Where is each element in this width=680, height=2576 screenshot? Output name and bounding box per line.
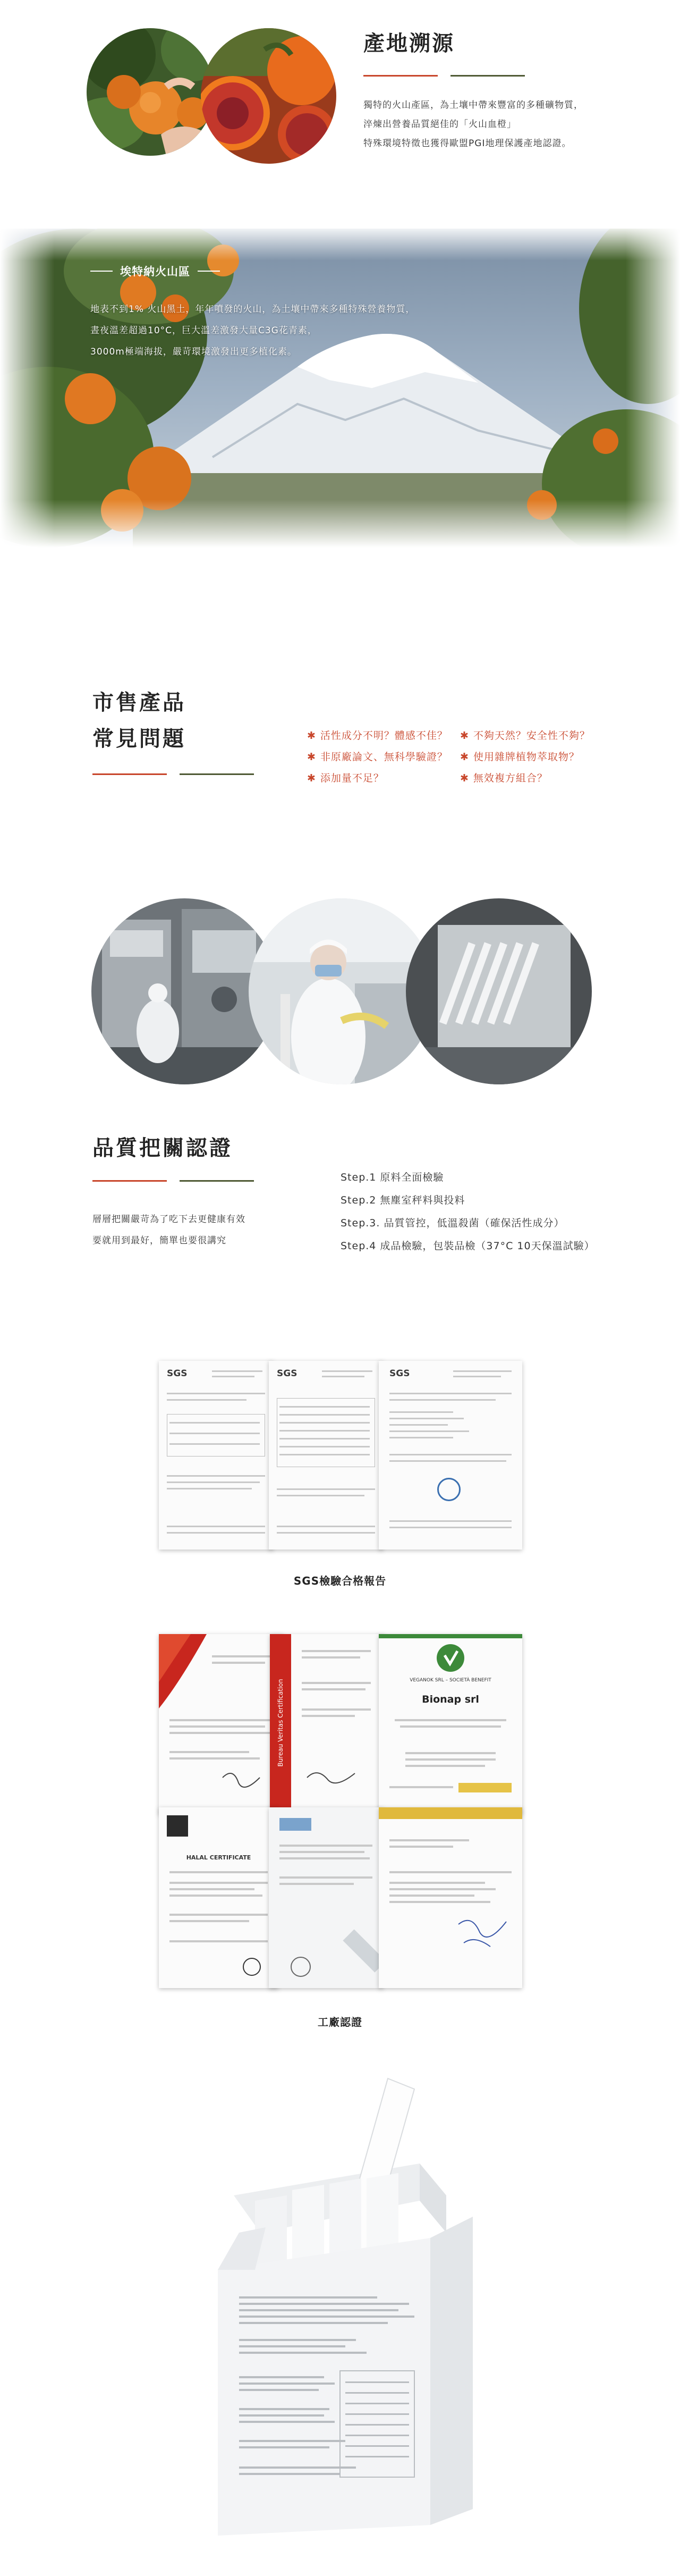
sgs-report-2: [269, 1361, 383, 1550]
star-icon: ✱: [307, 730, 316, 742]
star-icon: ✱: [307, 772, 316, 784]
quality-step-4: Step.4 成品檢驗，包裝品檢（37°C 10天保溫試驗）: [341, 1240, 595, 1252]
origin-title-underline-red: [363, 75, 438, 77]
factory-caption: 工廠認證: [318, 2016, 362, 2028]
star-icon: ✱: [460, 730, 469, 742]
etna-line-3: 3000m極端海拔，嚴苛環境激發出更多植化素。: [90, 347, 297, 357]
faq-item: [307, 725, 448, 746]
certificate-signature: [379, 1807, 522, 1988]
sgs-seal-icon: [437, 1478, 461, 1501]
faq-item: [460, 725, 590, 746]
etna-title-line-right: [198, 271, 220, 272]
faq-column-1: [307, 725, 448, 789]
packaging-line-photo: [406, 898, 592, 1084]
faq-item: [307, 746, 448, 768]
etna-title-row: [90, 263, 220, 279]
certificate-seal-text: Bureau Veritas Certification: [277, 1679, 284, 1767]
origin-title: 產地溯源: [363, 31, 455, 56]
bionap-name: Bionap srl: [422, 1694, 479, 1705]
quality-step-2: Step.2 無塵室秤料與投料: [341, 1194, 465, 1206]
quality-description: [92, 1209, 305, 1251]
etna-title-line-left: [90, 271, 113, 272]
blood-orange-photo: [201, 28, 336, 164]
quality-desc-line-2: 要就用到最好，簡單也要很講究: [92, 1235, 226, 1246]
certificate-bureau-veritas: [270, 1634, 384, 1815]
product-box: [197, 2057, 494, 2546]
faq-item-text: 不夠天然？安全性不夠？: [473, 730, 590, 742]
faq-underline-red: [92, 773, 167, 775]
quality-steps: [341, 1166, 595, 1258]
certificate-red: [159, 1634, 284, 1815]
faq-item: [460, 768, 590, 789]
faq-item-text: 無效複方組合？: [473, 772, 548, 784]
quality-step-3: Step.3. 品質管控，低溫殺菌（確保活性成分）: [341, 1217, 565, 1229]
sgs-logo: SGS: [167, 1368, 188, 1379]
faq-column-2: [460, 725, 590, 789]
origin-title-underline-green: [450, 75, 525, 77]
quality-underline-red: [92, 1180, 167, 1182]
faq-title: [92, 685, 186, 757]
faq-item: [460, 746, 590, 768]
certificate-veganok: [379, 1634, 522, 1815]
star-icon: ✱: [460, 751, 469, 763]
origin-description: [363, 96, 661, 153]
certificate-halal: [159, 1807, 278, 1988]
veganok-name: VEGANOK SRL – SOCIETÀ BENEFIT: [410, 1678, 491, 1683]
faq-item: [307, 768, 448, 789]
quality-desc-line-1: 層層把關嚴苛為了吃下去更健康有效: [92, 1214, 245, 1225]
sgs-logo: SGS: [277, 1368, 298, 1379]
faq-title-line-2: 常見問題: [92, 727, 186, 751]
etna-line-2: 晝夜溫差超過10°C，巨大溫差激發大量C3G花青素，: [90, 325, 317, 336]
star-icon: ✱: [307, 751, 316, 763]
sgs-report-1: [159, 1361, 273, 1550]
faq-item-text: 使用雜牌植物萃取物？: [473, 751, 580, 763]
faq-item-text: 活性成分不明？體感不佳？: [320, 730, 448, 742]
orange-picking-photo: [87, 28, 214, 156]
sgs-report-3: [379, 1361, 522, 1550]
quality-underline-green: [180, 1180, 254, 1182]
origin-line-3: 特殊環境特徵也獲得歐盟PGI地理保護產地認證。: [363, 138, 572, 149]
sgs-logo: SGS: [389, 1368, 410, 1379]
star-icon: ✱: [460, 772, 469, 784]
quality-step-1: Step.1 原料全面檢驗: [341, 1172, 444, 1183]
certificate-quality-mark: [269, 1807, 383, 1988]
halal-title: HALAL CERTIFICATE: [186, 1854, 251, 1861]
sgs-caption: SGS檢驗合格報告: [293, 1575, 387, 1587]
origin-line-1: 獨特的火山產區，為土壤中帶來豐富的多種礦物質，: [363, 100, 583, 111]
faq-underline-green: [180, 773, 254, 775]
faq-item-text: 非原廠論文、無科學驗證？: [320, 751, 448, 763]
origin-line-2: 淬煉出營養品質絕佳的「火山血橙」: [363, 119, 516, 130]
etna-description: [90, 299, 462, 363]
etna-line-1: 地表不到1% 火山黑土，年年噴發的火山，為土壤中帶來多種特殊營養物質，: [90, 304, 415, 315]
faq-title-line-1: 市售產品: [92, 691, 186, 715]
etna-banner: [0, 229, 680, 548]
faq-item-text: 添加量不足？: [320, 772, 384, 784]
quality-title: 品質把關認證: [92, 1136, 233, 1160]
etna-title: 埃特納火山區: [120, 265, 190, 278]
